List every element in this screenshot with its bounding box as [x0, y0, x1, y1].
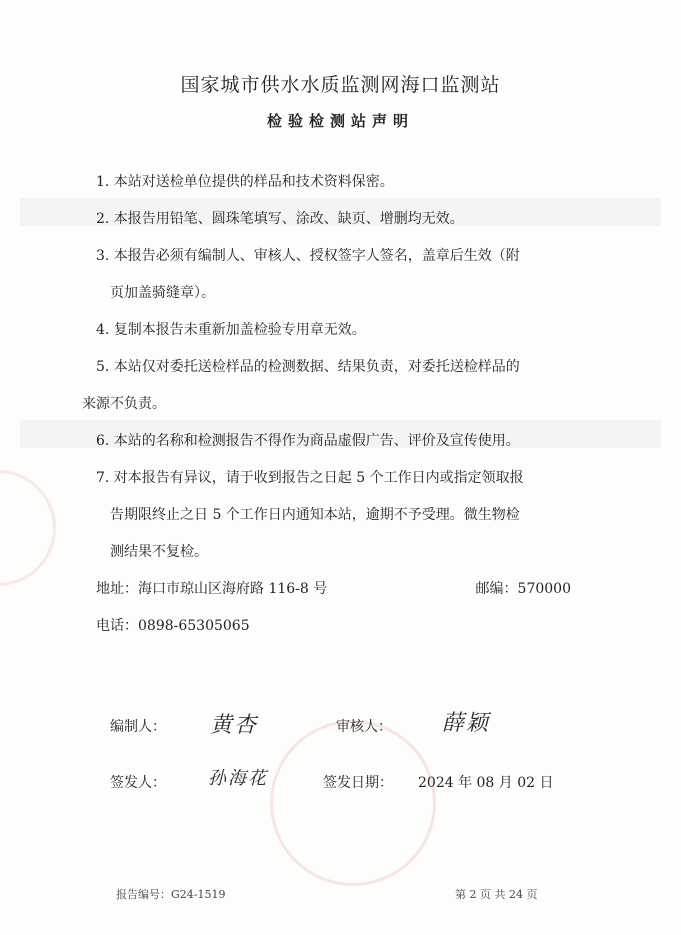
- report-number: 报告编号：G24-1519: [116, 888, 226, 901]
- editor-label: 编制人：: [110, 719, 166, 735]
- phone: 电话：0898-65305065: [96, 618, 250, 634]
- address: 地址：海口市琼山区海府路 116-8 号: [96, 581, 328, 597]
- statement-item-6: 6. 本站的名称和检测报告不得作为商品虚假广告、评价及宣传使用。: [96, 433, 520, 449]
- editor-signature: 黄杏: [210, 713, 259, 738]
- statement-item-7: 7. 对本报告有异议，请于收到报告之日起 5 个工作日内或指定领取报 告期限终止之日 5 个工作日内通知本站，逾期不予受理。微生物检 测结果不复检。: [96, 470, 524, 560]
- statement-item-4: 4. 复制本报告未重新加盖检验专用章无效。: [96, 322, 366, 338]
- document-title: 国家城市供水水质监测网海口监测站: [180, 74, 501, 96]
- page-number: 第 2 页 共 24 页: [455, 888, 538, 901]
- issue-date: 2024 年 08 月 02 日: [418, 775, 554, 791]
- statement-item-5: 5. 本站仅对委托送检样品的检测数据、结果负责，对委托送检样品的 来源不负责。: [82, 359, 520, 412]
- reviewer-label: 审核人：: [336, 719, 392, 735]
- issue-date-label: 签发日期：: [323, 775, 393, 791]
- postal-code: 邮编：570000: [475, 581, 571, 597]
- statement-list: [82, 164, 576, 571]
- statement-item-1: 1. 本站对送检单位提供的样品和技术资料保密。: [96, 174, 394, 190]
- seal-shadow: [270, 720, 436, 886]
- document-subtitle: 检验检测站声明: [266, 112, 414, 130]
- reviewer-signature: 薛颖: [442, 711, 491, 736]
- issuer-label: 签发人：: [110, 775, 166, 791]
- issuer-signature: 孙海花: [208, 768, 268, 789]
- statement-item-2: 2. 本报告用铅笔、圆珠笔填写、涂改、缺页、增删均无效。: [96, 211, 464, 227]
- seal-left-shadow: [0, 470, 56, 586]
- statement-item-3: 3. 本报告必须有编制人、审核人、授权签字人签名，盖章后生效（附 页加盖骑缝章）。: [96, 248, 520, 301]
